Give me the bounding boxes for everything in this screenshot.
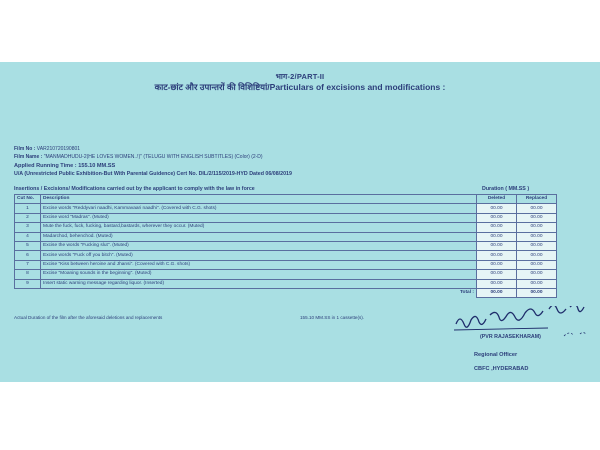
total-label: Total : xyxy=(459,290,474,296)
cut-replaced: 00.00 xyxy=(517,213,557,222)
signatory-name: (PVR RAJASEKHARAM) xyxy=(480,334,541,340)
cut-deleted: 00.00 xyxy=(477,260,517,269)
description-header: Description xyxy=(41,195,477,204)
cut-description: Excise words "Fuck off you bitch". (Muted) xyxy=(41,251,477,260)
certificate-details: U/A (Unrestricted Public Exhibition-But With Parental Guidence) Cert No. DIL/2/115/2019-HYD Dated 06/08/2019 xyxy=(14,171,292,177)
cut-deleted: 00.00 xyxy=(477,213,517,222)
cut-description: Excise word "Madras". (Muted) xyxy=(41,213,477,222)
cut-deleted: 00.00 xyxy=(477,270,517,279)
cut-replaced: 00.00 xyxy=(517,279,557,288)
final-runtime: 155.10 MM.SS in 1 cassette(s). xyxy=(300,315,365,320)
signatory-designation: Regional Officer xyxy=(474,352,518,358)
table-row xyxy=(15,213,557,222)
deleted-header: Deleted xyxy=(477,195,517,204)
cut-deleted: 00.00 xyxy=(477,251,517,260)
section-title: काट-छांट और उपान्तरों की विशिष्टियां/Particulars of excisions and modifications : xyxy=(154,82,446,92)
cut-number: 2 xyxy=(15,213,41,222)
cut-deleted: 00.00 xyxy=(477,279,517,288)
table-row xyxy=(15,232,557,241)
cut-description: Excise "Kiss between heroine and Jhansi". (Covered with C.G. shots) xyxy=(41,260,477,269)
certificate-sheet xyxy=(0,62,600,382)
total-deleted: 00.00 xyxy=(477,288,517,297)
applied-running-time: Applied Running Time : 155.10 MM.SS xyxy=(14,163,116,169)
cut-no-header: Cut No. xyxy=(15,195,41,204)
cut-number: 4 xyxy=(15,232,41,241)
cut-number: 9 xyxy=(15,279,41,288)
replaced-header: Replaced xyxy=(517,195,557,204)
signature xyxy=(452,306,600,346)
table-row xyxy=(15,260,557,269)
table-title: Insertions / Excisions/ Modifications carried out by the applicant to comply with the law in force xyxy=(14,186,255,192)
cut-description: Insert static warning message regarding liquor. (Inserted) xyxy=(41,279,477,288)
excisions-table xyxy=(14,194,557,298)
film-number xyxy=(14,146,80,152)
table-row xyxy=(15,279,557,288)
cut-description: Excise words "Reddyvari naadhi, Kammavaari naadhi". (Covered with C.G. shots) xyxy=(41,204,477,213)
cut-replaced: 00.00 xyxy=(517,251,557,260)
film-number-label: Film No : xyxy=(14,146,36,152)
cut-description: Excise the words "Fucking slut". (Muted) xyxy=(41,241,477,250)
cut-description: Madarchod, behenchod. (Muted) xyxy=(41,232,477,241)
cut-replaced: 00.00 xyxy=(517,270,557,279)
cut-replaced: 00.00 xyxy=(517,204,557,213)
film-name-value: "MANMADHUDU-2(HE LOVES WOMEN..!)" (TELUGU WITH ENGLISH SUBTITLES) (Color) (2-D) xyxy=(43,154,263,160)
cut-description: Excise "Moaning sounds in the beginning". (Muted) xyxy=(41,270,477,279)
cut-replaced: 00.00 xyxy=(517,232,557,241)
total-replaced: 00.00 xyxy=(517,288,557,297)
table-row xyxy=(15,241,557,250)
film-name xyxy=(14,154,263,160)
table-header-row xyxy=(15,195,557,204)
cut-number: 3 xyxy=(15,223,41,232)
cut-deleted: 00.00 xyxy=(477,223,517,232)
cut-description: Mute the fuck, fuck, fucking, bastard,bastards, wherever they occur. (Muted) xyxy=(41,223,477,232)
table-row xyxy=(15,251,557,260)
part-heading: भाग-2/PART-II xyxy=(275,72,325,81)
total-row xyxy=(15,288,557,297)
table-row xyxy=(15,223,557,232)
cut-deleted: 00.00 xyxy=(477,241,517,250)
duration-label: Duration ( MM.SS ) xyxy=(482,186,530,192)
cut-number: 8 xyxy=(15,270,41,279)
table-row xyxy=(15,270,557,279)
cut-deleted: 00.00 xyxy=(477,232,517,241)
cut-replaced: 00.00 xyxy=(517,241,557,250)
film-number-value: VAR210720190801 xyxy=(36,146,81,152)
cut-number: 1 xyxy=(15,204,41,213)
table-row xyxy=(15,204,557,213)
cut-deleted: 00.00 xyxy=(477,204,517,213)
cut-number: 7 xyxy=(15,260,41,269)
film-name-label: Film Name : xyxy=(14,154,43,160)
cut-replaced: 00.00 xyxy=(517,260,557,269)
signatory-office: CBFC ,HYDERABAD xyxy=(474,366,529,372)
total-spacer xyxy=(15,288,41,297)
cut-number: 5 xyxy=(15,241,41,250)
actual-duration-note: Actual Duration of the film after the aforesaid deletions and replacements xyxy=(14,315,163,320)
cut-replaced: 00.00 xyxy=(517,223,557,232)
cut-number: 6 xyxy=(15,251,41,260)
